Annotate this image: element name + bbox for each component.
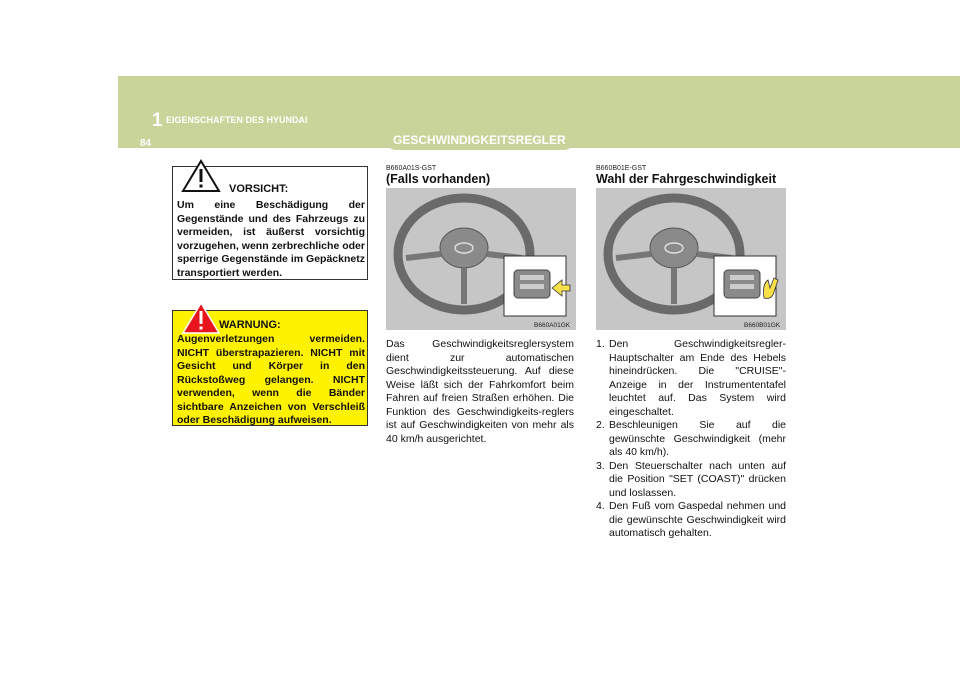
- steering-wheel-icon: [596, 188, 786, 330]
- chapter-title: EIGENSCHAFTEN DES HYUNDAI: [166, 115, 308, 125]
- list-item: [596, 419, 786, 460]
- warning-triangle-icon: [181, 301, 221, 335]
- steering-wheel-figure: [596, 188, 786, 330]
- page-number: 84: [140, 138, 152, 149]
- caution-text: Um eine Beschädigung der Gegenstände und des Fahrzeugs zu vermeiden, ist äußerst vorsichtig vorzugehen, wenn zerbrechliche oder sperrige Gegenstände im Gepäcknetz transportiert werden.: [177, 199, 365, 279]
- warning-text: Augenverletzungen vermeiden. NICHT überstrapazieren. NICHT mit Gesicht und Körper in den Rückstoßweg gelangen. NICHT verwenden, wenn die Bänder sichtbare Anzeichen von Verschleiß oder Beschädigung aufweisen.: [177, 333, 365, 426]
- list-item: [596, 460, 786, 501]
- body-text: Das Geschwindigkeitsreglersystem dient zur automatischen Geschwindigkeitssteuerung. Auf diese Weise läßt sich der Fahrkomfort beim Fahren auf freien Straßen erhöhen. Die Funktion des Geschwindigkeits-reglers ist auf Geschwindigkeiten von mehr als 40 km/h ausgerichtet.: [386, 338, 574, 445]
- list-item: [596, 338, 786, 419]
- list-item-text: Den Geschwindigkeitsregler-Hauptschalter am Ende des Hebels hineindrücken. Die "CRUISE"-Anzeige in der Instrumententafel leuchtet auf. Das System wird eingeschaltet.: [609, 338, 786, 418]
- section-title: GESCHWINDIGKEITSREGLER: [393, 133, 566, 147]
- list-item-number: 3.: [596, 459, 605, 472]
- section-code: B660B01E-GST: [596, 165, 647, 172]
- chapter-number: 1: [152, 110, 163, 131]
- caution-title: VORSICHT:: [229, 183, 289, 195]
- list-item-number: 4.: [596, 500, 605, 512]
- list-item: [596, 500, 786, 541]
- figure-label: B660A01GK: [534, 322, 571, 329]
- caution-box: [172, 166, 368, 280]
- section-code: B660A01S-GST: [386, 165, 437, 172]
- warning-triangle-icon: [181, 159, 221, 193]
- steering-wheel-icon: [386, 188, 576, 330]
- list-item-text: Den Fuß vom Gaspedal nehmen und die gewünschte Geschwindigkeit wird automatisch gehalten.: [609, 500, 786, 539]
- steps-list: [596, 338, 786, 541]
- list-item-number: 2.: [596, 419, 605, 431]
- section-heading: (Falls vorhanden): [386, 172, 491, 186]
- list-item-text: Den Steuerschalter nach unten auf die Position "SET (COAST)" drücken und loslassen.: [609, 459, 786, 499]
- steering-wheel-figure: [386, 188, 576, 330]
- list-item-number: 1.: [596, 338, 605, 350]
- section-heading: Wahl der Fahrgeschwindigkeit: [596, 172, 777, 186]
- figure-label: B660B01GK: [744, 322, 781, 329]
- warning-title: WARNUNG:: [219, 319, 281, 331]
- warning-box: [172, 310, 368, 426]
- list-item-text: Beschleunigen Sie auf die gewünschte Geschwindigkeit (mehr als 40 km/h).: [609, 419, 786, 458]
